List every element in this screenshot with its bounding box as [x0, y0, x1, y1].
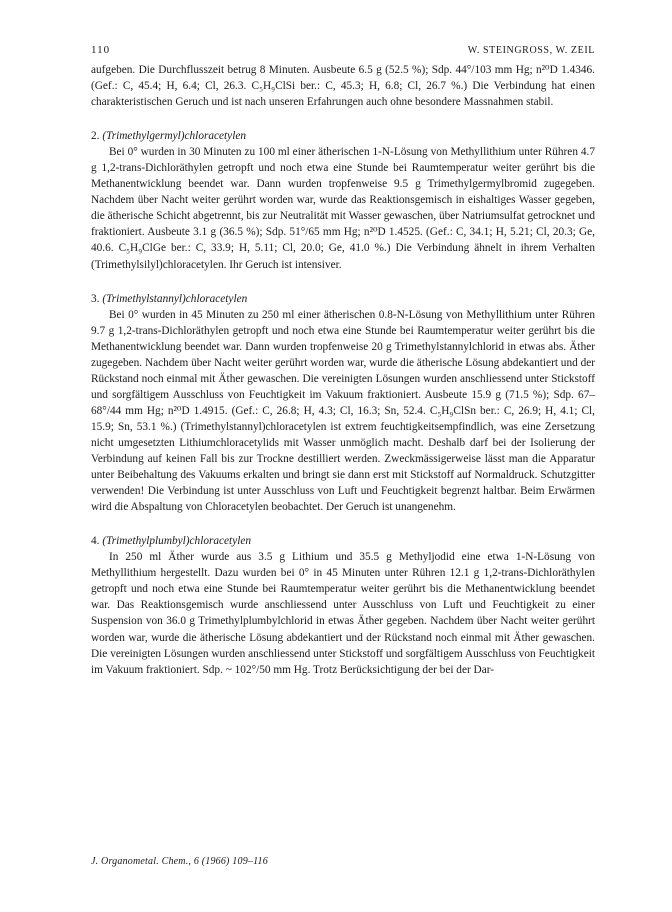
- section-2-paragraph: Bei 0° wurden in 30 Minuten zu 100 ml einer ätherischen 1-N-Lösung von Methyllithium unter Rühren 4.7 g 1,2-trans-Dichloräthylen getropft und noch etwa eine Stunde bei Raumtemperatur weiter gerührt bis die Methanentwicklung beendet war. Dann wurden tropfenweise 9.5 g Trimethylgermylbromid zugegeben. Nachdem über Nacht weiter gerührt worden war, wurde das Reaktionsgemisch in eishaltiges Wasser gegeben, die ätherische Schicht abgetrennt, bis zur Neutralität mit Wasser gewaschen, über Natriumsulfat getrocknet und fraktioniert. Ausbeute 3.1 g (36.5 %); Sdp. 51°/65 mm Hg; n²⁰D 1.4525. (Gef.: C, 34.1; H, 5.21; Cl, 20.3; Ge, 40.6. C₅H₉ClGe ber.: C, 33.9; H, 5.11; Cl, 20.0; Ge, 41.0 %.) Die Verbindung ähnelt in ihrem Verhalten (Trimethylsilyl)chloracetylen. Ihr Geruch ist intensiver.: [91, 146, 595, 271]
- section-4-title: (Trimethylplumbyl)chloracetylen: [102, 535, 252, 548]
- section-2-number: 2.: [91, 130, 100, 143]
- intro-paragraph: aufgeben. Die Durchflusszeit betrug 8 Minuten. Ausbeute 6.5 g (52.5 %); Sdp. 44°/103 mm Hg; n²⁰D 1.4346. (Gef.: C, 45.4; H, 6.4; Cl, 26.3. C₅H₉ClSi ber.: C, 45.3; H, 6.8; Cl, 26.7 %.) Die Verbindung hat einen charakteristischen Geruch und ist nach unseren Erfahrungen auch ohne besondere Massnahmen stabil.: [91, 64, 595, 109]
- section-2-heading: [91, 128, 595, 144]
- running-head: [91, 44, 595, 56]
- section-4-heading: [91, 533, 595, 549]
- journal-citation-footer: J. Organometal. Chem., 6 (1966) 109–116: [91, 856, 268, 867]
- section-3-paragraph: Bei 0° wurden in 45 Minuten zu 250 ml einer ätherischen 0.8-N-Lösung von Methyllithium unter Rühren 9.7 g 1,2-trans-Dichloräthylen getropft und noch etwa eine Stunde bei Raumtemperatur weiter gerührt bis die Methanentwicklung beendet war. Dann wurden tropfenweise 20 g Trimethylstannylchlorid in etwas abs. Äther zugegeben. Nachdem über Nacht weiter gerührt worden war, wurde die ätherische Lösung abdekantiert und der Rückstand noch einmal mit Äther gewaschen. Die vereinigten Lösungen wurden anschliessend unter Stickstoff und sorgfältigem Ausschluss von Feuchtigkeit im Vakuum fraktioniert. Ausbeute 15.9 g (71.5 %); Sdp. 67–68°/44 mm Hg; n²⁰D 1.4915. (Gef.: C, 26.8; H, 4.3; Cl, 16.3; Sn, 52.4. C₅H₉ClSn ber.: C, 26.9; H, 4.1; Cl, 15.9; Sn, 53.1 %.) (Trimethylstannyl)chloracetylen ist extrem feuchtigkeitsempfindlich, was eine Zersetzung nicht umgesetzten Lithiumchloracetylids mit Wasser unmöglich macht. Deshalb darf bei der Isolierung der Verbindung auf keinen Fall bis zur Trockne destilliert werden. Zweckmässigerweise lässt man die Apparatur unter Beibehaltung des Vakuums erkalten und bringt sie dann erst mit Stickstoff auf Normaldruck. Schutzgitter verwenden! Die Verbindung ist unter Ausschluss von Luft und Feuchtigkeit begrenzt haltbar. Beim Erwärmen wird die Abspaltung von Chloracetylen beobachtet. Der Geruch ist unangenehm.: [91, 308, 595, 514]
- section-2-title: (Trimethylgermyl)chloracetylen: [102, 130, 246, 143]
- section-3-title: (Trimethylstannyl)chloracetylen: [102, 292, 248, 305]
- running-head-authors: W. STEINGROSS, W. ZEIL: [467, 45, 595, 56]
- section-4-number: 4.: [91, 535, 100, 548]
- section-3-number: 3.: [91, 292, 100, 305]
- article-body: [91, 62, 595, 678]
- section-3-heading: [91, 291, 595, 307]
- section-4-paragraph: In 250 ml Äther wurde aus 3.5 g Lithium und 35.5 g Methyljodid eine etwa 1-N-Lösung von Methyllithium hergestellt. Dazu wurden bei 0° in 45 Minuten unter Rühren 12.1 g 1,2-trans-Dichloräthylen getropft und noch etwa eine Stunde bei Raumtemperatur weiter gerührt bis die Methanentwicklung beendet war. Das Reaktionsgemisch wurde anschliessend unter Ausschluss von Luft und Feuchtigkeit zu einer Suspension von 36.0 g Trimethylplumbylchlorid in etwas Äther gegeben. Nachdem über Nacht weiter gerührt worden war, wurde die ätherische Lösung abdekantiert und der Rückstand noch einmal mit Äther gewaschen. Die vereinigten Lösungen wurden anschliessend unter Stickstoff und sorgfältigem Ausschluss von Feuchtigkeit im Vakuum fraktioniert. Sdp. ~ 102°/50 mm Hg. Trotz Berücksichtigung der bei der Dar-: [91, 551, 595, 676]
- page-number: 110: [91, 44, 111, 56]
